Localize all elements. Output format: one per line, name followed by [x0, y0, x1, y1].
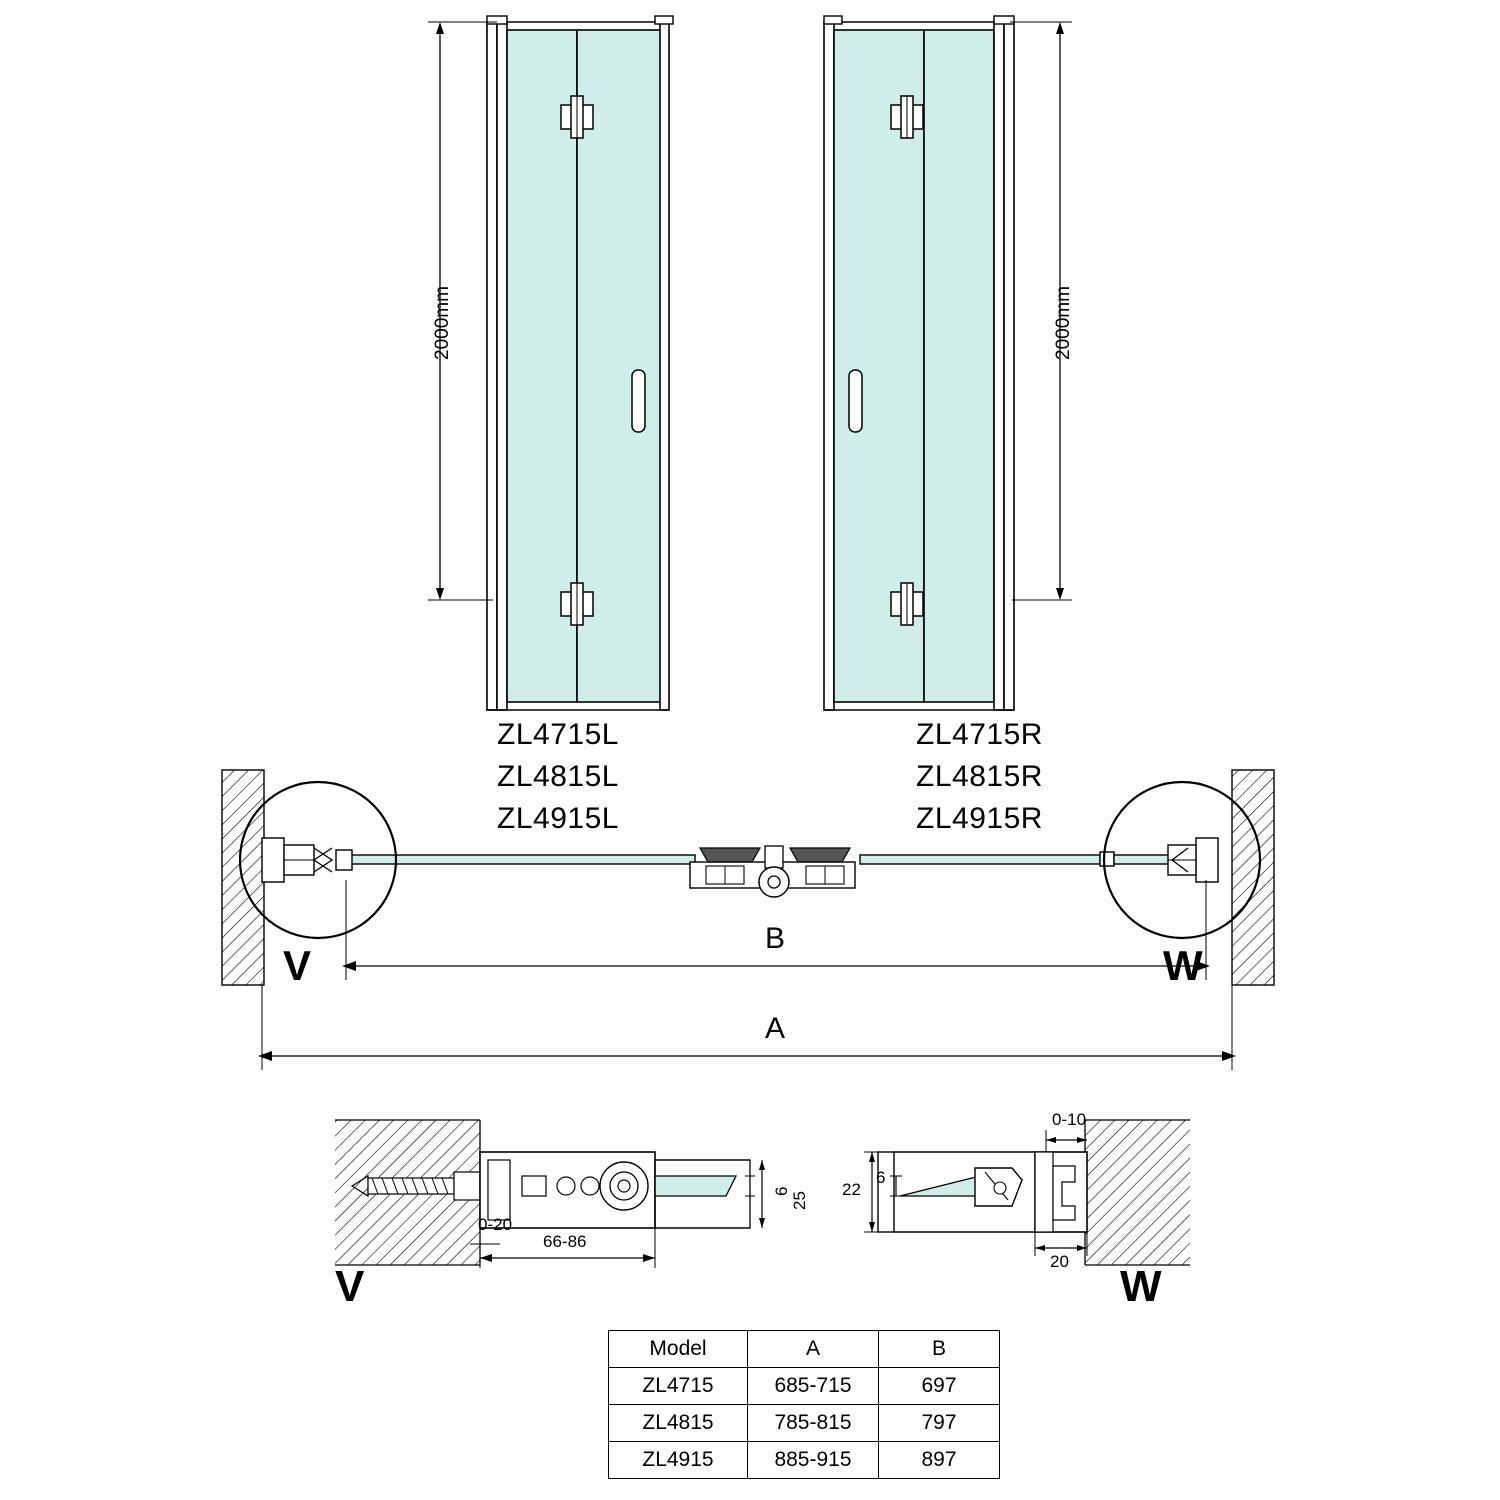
table-cell-model: ZL4915 [609, 1442, 748, 1479]
table-header-a: A [748, 1331, 879, 1368]
model-code-left-1: ZL4715L [497, 718, 619, 751]
plan-detail-marker-v: V [283, 942, 312, 989]
detail-w [864, 1120, 1190, 1265]
table-cell-b: 897 [879, 1442, 1000, 1479]
elevation-right-height-label: 2000mm [1053, 286, 1074, 360]
table-cell-b: 797 [879, 1405, 1000, 1442]
elevation-left-height-label: 2000mm [432, 286, 453, 360]
table-cell-a: 685-715 [748, 1368, 879, 1405]
handle-left [632, 370, 645, 432]
table-header-model: Model [609, 1331, 748, 1368]
table-row [609, 1442, 1000, 1479]
elevation-left-door [428, 16, 673, 710]
table-header-b: B [879, 1331, 1000, 1368]
detail-v-wall-gap-label: 0-20 [478, 1215, 513, 1234]
elevation-right-door [824, 16, 1072, 710]
table-cell-a: 785-815 [748, 1405, 879, 1442]
detail-w-glass-label: 6 [876, 1168, 886, 1187]
model-code-right-3: ZL4915R [916, 802, 1043, 835]
detail-w-width-label: 20 [1050, 1252, 1069, 1271]
model-code-right-1: ZL4715R [916, 718, 1043, 751]
table-row [609, 1405, 1000, 1442]
table-cell-model: ZL4815 [609, 1405, 748, 1442]
plan-view [222, 770, 1274, 1070]
table-cell-a: 885-915 [748, 1442, 879, 1479]
handle-right [849, 370, 862, 432]
plan-detail-marker-w: W [1163, 942, 1203, 989]
detail-w-marker: W [1120, 1262, 1162, 1311]
model-code-left-2: ZL4815L [497, 760, 619, 793]
plan-dim-a-label: A [765, 1012, 786, 1045]
spec-table [608, 1330, 1000, 1479]
table-cell-model: ZL4715 [609, 1368, 748, 1405]
model-code-right-2: ZL4815R [916, 760, 1043, 793]
detail-w-adjust-label: 0-10 [1052, 1110, 1087, 1129]
plan-dim-b-label: B [765, 922, 786, 955]
detail-v-marker: V [335, 1262, 365, 1311]
model-code-left-3: ZL4915L [497, 802, 619, 835]
table-row [609, 1368, 1000, 1405]
detail-w-height-label: 22 [842, 1180, 861, 1199]
detail-v-total-label: 25 [790, 1191, 809, 1210]
table-header-row [609, 1331, 1000, 1368]
detail-v-glass-label: 6 [772, 1186, 791, 1196]
table-cell-b: 697 [879, 1368, 1000, 1405]
detail-v-profile-label: 66-86 [543, 1232, 587, 1251]
